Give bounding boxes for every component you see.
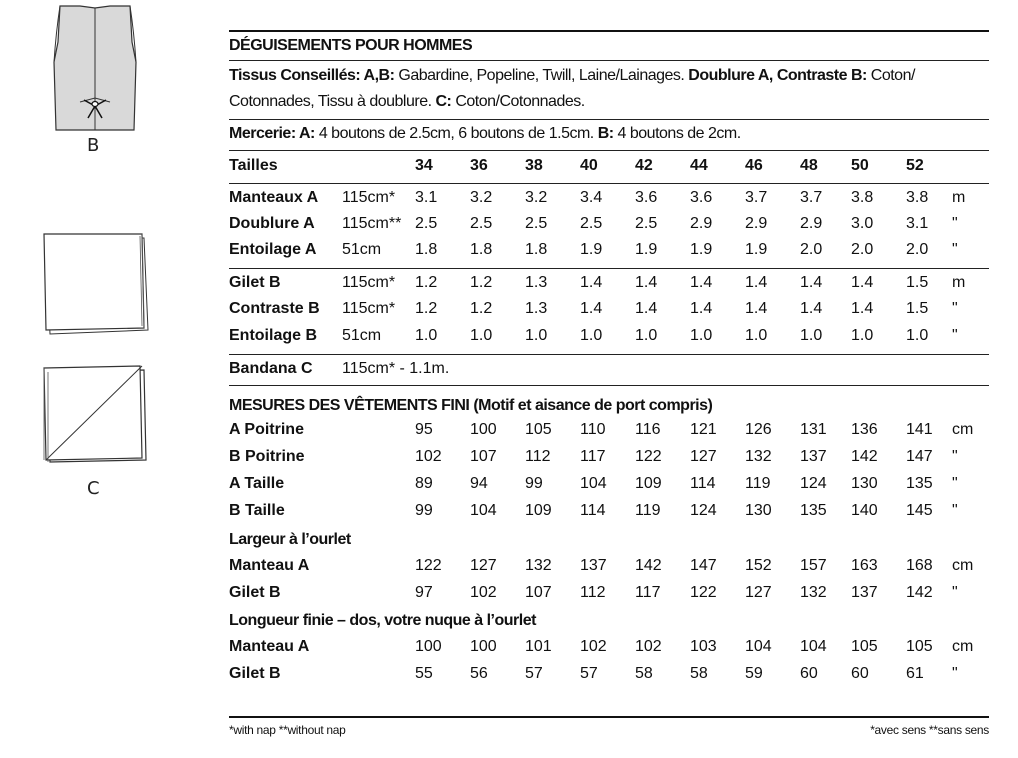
yardage-row <box>229 300 999 324</box>
rule <box>229 183 989 184</box>
table-cell: 104 <box>580 475 607 492</box>
lining-lead: Doublure A, Contraste B: <box>688 67 867 84</box>
table-row <box>229 557 999 581</box>
table-cell: 117 <box>635 584 661 601</box>
table-cell: 112 <box>525 448 551 465</box>
bandana-folded-illustration <box>40 230 152 338</box>
table-cell: 1.0 <box>580 327 603 344</box>
rule <box>229 385 989 386</box>
table-cell: 3.0 <box>851 215 874 232</box>
row-label: Manteaux A <box>229 189 319 206</box>
unit-label: " <box>952 502 958 519</box>
fabric-width: 115cm* <box>342 274 396 291</box>
footnote-french: *avec sens **sans sens <box>870 723 989 737</box>
table-cell: 110 <box>580 421 606 438</box>
table-row <box>229 475 999 499</box>
table-cell: 104 <box>800 638 827 655</box>
table-cell: 136 <box>851 421 878 438</box>
size-header-42: 42 <box>635 157 653 174</box>
table-cell: 3.7 <box>800 189 823 206</box>
table-cell: 107 <box>470 448 497 465</box>
fabrics-line-2 <box>229 93 585 111</box>
table-cell: 3.2 <box>470 189 493 206</box>
table-row <box>229 502 999 526</box>
size-header-44: 44 <box>690 157 708 174</box>
table-cell: 147 <box>906 448 933 465</box>
yardage-row <box>229 327 999 351</box>
table-cell: 132 <box>800 584 827 601</box>
table-cell: 112 <box>580 584 606 601</box>
table-cell: 104 <box>470 502 497 519</box>
table-cell: 2.0 <box>800 241 823 258</box>
fabrics-c-text: Coton/Cotonnades. <box>451 93 585 110</box>
table-cell: 1.9 <box>580 241 603 258</box>
fabrics-text-2: Cotonnades, Tissu à doublure. <box>229 93 436 110</box>
table-cell: 119 <box>635 502 661 519</box>
table-cell: 1.2 <box>415 274 438 291</box>
table-cell: 1.4 <box>800 300 823 317</box>
size-header-50: 50 <box>851 157 869 174</box>
table-cell: 2.5 <box>635 215 658 232</box>
table-cell: 1.0 <box>906 327 929 344</box>
fabric-width: 51cm <box>342 327 382 344</box>
table-cell: 1.4 <box>851 300 874 317</box>
table-cell: 124 <box>800 475 827 492</box>
table-cell: 1.5 <box>906 274 929 291</box>
table-cell: 2.5 <box>470 215 493 232</box>
table-cell: 127 <box>690 448 717 465</box>
table-cell: 137 <box>580 557 607 574</box>
table-cell: 3.1 <box>415 189 438 206</box>
table-cell: 105 <box>906 638 933 655</box>
table-cell: 1.0 <box>470 327 493 344</box>
table-cell: 122 <box>415 557 442 574</box>
table-cell: 132 <box>525 557 552 574</box>
table-cell: 114 <box>690 475 716 492</box>
table-cell: 1.9 <box>745 241 768 258</box>
table-cell: 61 <box>906 665 924 682</box>
table-cell: 101 <box>525 638 552 655</box>
table-cell: 55 <box>415 665 433 682</box>
row-label: A Taille <box>229 475 285 492</box>
yardage-row <box>229 189 999 213</box>
table-cell: 1.0 <box>525 327 548 344</box>
figure-label-b: B <box>87 135 100 156</box>
figure-label-c: C <box>87 478 100 499</box>
table-row <box>229 665 999 689</box>
measures-title: MESURES DES VÊTEMENTS FINI (Motif et aisance de port compris) <box>229 397 713 414</box>
table-cell: 1.4 <box>745 300 768 317</box>
size-header-52: 52 <box>906 157 924 174</box>
unit-label: cm <box>952 557 974 574</box>
table-cell: 1.4 <box>690 274 713 291</box>
table-cell: 119 <box>745 475 771 492</box>
table-cell: 60 <box>851 665 869 682</box>
table-cell: 130 <box>851 475 878 492</box>
table-cell: 2.9 <box>690 215 713 232</box>
unit-label: " <box>952 475 958 492</box>
table-cell: 3.4 <box>580 189 603 206</box>
table-cell: 109 <box>635 475 662 492</box>
fabric-width: 115cm* <box>342 300 396 317</box>
notions-b-lead: B: <box>597 125 614 142</box>
yardage-row <box>229 241 999 265</box>
size-header-34: 34 <box>415 157 433 174</box>
fabrics-c-lead: C: <box>435 93 452 110</box>
table-cell: 142 <box>906 584 933 601</box>
table-cell: 102 <box>415 448 442 465</box>
table-cell: 107 <box>525 584 552 601</box>
table-cell: 1.8 <box>525 241 548 258</box>
row-label: Gilet B <box>229 274 281 291</box>
top-rule <box>229 30 989 32</box>
fabrics-lead: Tissus Conseillés: A,B: <box>229 67 395 84</box>
bandana-label: Bandana C <box>229 360 313 377</box>
table-cell: 59 <box>745 665 763 682</box>
table-cell: 1.2 <box>470 300 493 317</box>
unit-label: " <box>952 665 958 682</box>
table-cell: 1.2 <box>415 300 438 317</box>
row-label: B Taille <box>229 502 285 519</box>
notions-text: 4 boutons de 2.5cm, 6 boutons de 1.5cm. <box>314 125 598 142</box>
table-cell: 2.9 <box>745 215 768 232</box>
table-cell: 3.8 <box>906 189 929 206</box>
notions-b-text: 4 boutons de 2cm. <box>613 125 741 142</box>
table-cell: 102 <box>635 638 662 655</box>
table-cell: 97 <box>415 584 433 601</box>
table-cell: 105 <box>525 421 552 438</box>
table-cell: 1.5 <box>906 300 929 317</box>
table-cell: 126 <box>745 421 772 438</box>
yardage-row <box>229 215 999 239</box>
table-cell: 2.5 <box>580 215 603 232</box>
table-cell: 124 <box>690 502 717 519</box>
table-cell: 1.4 <box>745 274 768 291</box>
table-cell: 137 <box>851 584 878 601</box>
table-cell: 1.8 <box>470 241 493 258</box>
table-cell: 1.0 <box>635 327 658 344</box>
footnote-english: *with nap **without nap <box>229 723 346 737</box>
table-cell: 102 <box>580 638 607 655</box>
table-cell: 142 <box>635 557 662 574</box>
sizes-header-row <box>229 157 999 181</box>
table-cell: 130 <box>745 502 772 519</box>
table-cell: 1.4 <box>800 274 823 291</box>
notions-lead: Mercerie: A: <box>229 125 315 142</box>
table-cell: 3.7 <box>745 189 768 206</box>
fabric-width: 115cm* <box>342 189 396 206</box>
row-label: Doublure A <box>229 215 315 232</box>
table-cell: 1.9 <box>635 241 658 258</box>
table-cell: 142 <box>851 448 878 465</box>
sizes-label: Tailles <box>229 157 278 174</box>
table-cell: 57 <box>580 665 598 682</box>
unit-label: cm <box>952 638 974 655</box>
unit-label: cm <box>952 421 974 438</box>
table-cell: 2.5 <box>525 215 548 232</box>
table-cell: 1.2 <box>470 274 493 291</box>
table-cell: 168 <box>906 557 933 574</box>
size-header-36: 36 <box>470 157 488 174</box>
table-cell: 1.4 <box>635 274 658 291</box>
table-cell: 116 <box>635 421 661 438</box>
table-cell: 2.5 <box>415 215 438 232</box>
length-title: Longueur finie – dos, votre nuque à l’ourlet <box>229 612 536 629</box>
table-cell: 99 <box>415 502 433 519</box>
table-cell: 3.2 <box>525 189 548 206</box>
bottom-rule <box>229 716 989 718</box>
unit-label: " <box>952 215 958 232</box>
table-cell: 122 <box>690 584 717 601</box>
table-cell: 100 <box>470 638 497 655</box>
rule <box>229 268 989 269</box>
fabric-width: 115cm** <box>342 215 402 232</box>
table-cell: 145 <box>906 502 933 519</box>
table-cell: 109 <box>525 502 552 519</box>
table-cell: 95 <box>415 421 433 438</box>
row-label: Gilet B <box>229 665 281 682</box>
bandana-triangle-illustration <box>40 362 152 466</box>
row-label: B Poitrine <box>229 448 305 465</box>
rule <box>229 60 989 61</box>
table-cell: 163 <box>851 557 878 574</box>
table-cell: 122 <box>635 448 662 465</box>
unit-label: " <box>952 327 958 344</box>
table-cell: 157 <box>800 557 827 574</box>
table-row <box>229 421 999 445</box>
table-cell: 94 <box>470 475 488 492</box>
table-cell: 103 <box>690 638 717 655</box>
table-row <box>229 584 999 608</box>
row-label: Manteau A <box>229 638 310 655</box>
table-cell: 1.3 <box>525 300 548 317</box>
row-label: Entoilage B <box>229 327 318 344</box>
row-label: A Poitrine <box>229 421 304 438</box>
row-label: Entoilage A <box>229 241 317 258</box>
table-cell: 2.0 <box>851 241 874 258</box>
table-cell: 135 <box>906 475 933 492</box>
table-cell: 3.6 <box>690 189 713 206</box>
size-header-38: 38 <box>525 157 543 174</box>
table-cell: 89 <box>415 475 433 492</box>
table-cell: 1.0 <box>415 327 438 344</box>
size-header-46: 46 <box>745 157 763 174</box>
table-cell: 1.8 <box>415 241 438 258</box>
size-header-48: 48 <box>800 157 818 174</box>
unit-label: m <box>952 189 966 206</box>
table-cell: 131 <box>800 421 827 438</box>
fabric-width: 51cm <box>342 241 382 258</box>
fabrics-text: Gabardine, Popeline, Twill, Laine/Lainages. <box>394 67 689 84</box>
table-cell: 58 <box>635 665 653 682</box>
table-cell: 137 <box>800 448 827 465</box>
table-cell: 56 <box>470 665 488 682</box>
table-row <box>229 448 999 472</box>
table-cell: 58 <box>690 665 708 682</box>
table-cell: 3.8 <box>851 189 874 206</box>
table-cell: 57 <box>525 665 543 682</box>
table-cell: 140 <box>851 502 878 519</box>
table-cell: 1.0 <box>690 327 713 344</box>
table-cell: 3.1 <box>906 215 929 232</box>
row-label: Manteau A <box>229 557 310 574</box>
table-cell: 1.4 <box>580 300 603 317</box>
table-cell: 127 <box>470 557 497 574</box>
chart-title: DÉGUISEMENTS POUR HOMMES <box>229 37 473 54</box>
table-row <box>229 638 999 662</box>
unit-label: " <box>952 241 958 258</box>
table-cell: 1.4 <box>580 274 603 291</box>
table-cell: 104 <box>745 638 772 655</box>
table-cell: 152 <box>745 557 772 574</box>
table-cell: 60 <box>800 665 818 682</box>
table-cell: 135 <box>800 502 827 519</box>
table-cell: 1.0 <box>851 327 874 344</box>
table-cell: 3.6 <box>635 189 658 206</box>
row-label: Gilet B <box>229 584 281 601</box>
rule <box>229 150 989 151</box>
unit-label: " <box>952 448 958 465</box>
rule <box>229 119 989 120</box>
table-cell: 1.3 <box>525 274 548 291</box>
table-cell: 1.4 <box>635 300 658 317</box>
vest-back-illustration <box>40 2 150 132</box>
unit-label: m <box>952 274 966 291</box>
table-cell: 102 <box>470 584 497 601</box>
table-cell: 105 <box>851 638 878 655</box>
unit-label: " <box>952 584 958 601</box>
table-cell: 114 <box>580 502 606 519</box>
notions-line <box>229 125 741 143</box>
table-cell: 99 <box>525 475 543 492</box>
size-header-40: 40 <box>580 157 598 174</box>
table-cell: 141 <box>906 421 933 438</box>
hem-title: Largeur à l’ourlet <box>229 531 351 548</box>
bandana-text: 115cm* - 1.1m. <box>342 360 450 377</box>
unit-label: " <box>952 300 958 317</box>
table-cell: 2.0 <box>906 241 929 258</box>
table-cell: 1.4 <box>851 274 874 291</box>
table-cell: 1.4 <box>690 300 713 317</box>
table-cell: 1.0 <box>800 327 823 344</box>
yardage-row <box>229 274 999 298</box>
table-cell: 121 <box>690 421 717 438</box>
table-cell: 1.9 <box>690 241 713 258</box>
rule <box>229 354 989 355</box>
table-cell: 127 <box>745 584 772 601</box>
table-cell: 1.0 <box>745 327 768 344</box>
bandana-row <box>229 360 999 384</box>
fabrics-line-1 <box>229 67 915 85</box>
table-cell: 132 <box>745 448 772 465</box>
table-cell: 100 <box>470 421 497 438</box>
row-label: Contraste B <box>229 300 320 317</box>
table-cell: 117 <box>580 448 606 465</box>
table-cell: 100 <box>415 638 442 655</box>
table-cell: 147 <box>690 557 717 574</box>
table-cell: 2.9 <box>800 215 823 232</box>
lining-text: Coton/ <box>866 67 915 84</box>
